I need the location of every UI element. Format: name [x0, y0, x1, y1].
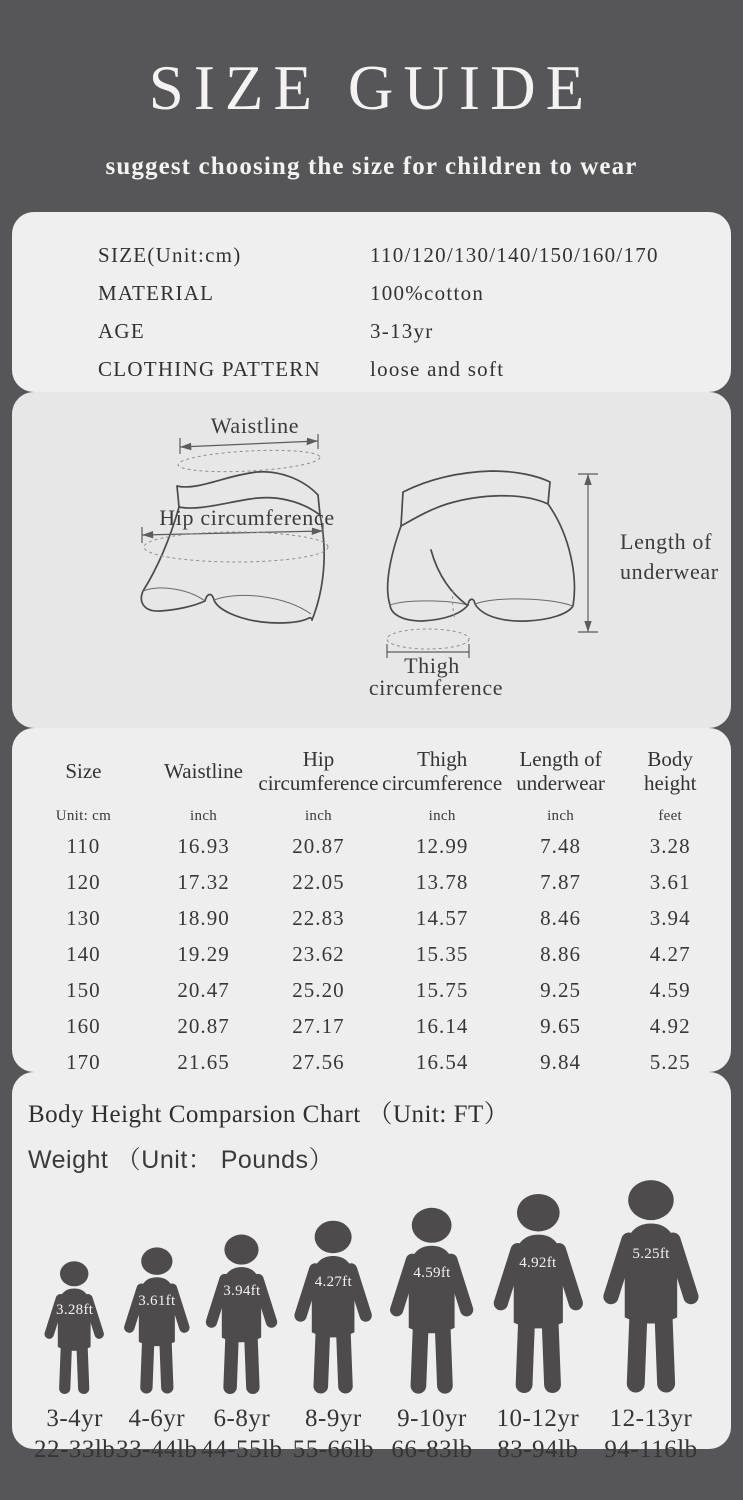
- info-row: [98, 236, 731, 274]
- shorts-front-sketch: [141, 472, 324, 623]
- table-cell: 27.56: [292, 1049, 345, 1074]
- table-cell: 20.87: [292, 833, 345, 858]
- table-cell: 16.93: [177, 833, 230, 858]
- table-cell: 18.90: [177, 905, 230, 930]
- table-cell: 17.32: [177, 869, 230, 894]
- figure-column: [198, 1233, 285, 1465]
- table-cell: 15.75: [415, 977, 469, 1002]
- figure-age-label: 4-6yr: [128, 1405, 186, 1433]
- hip-circumference-label: Hip circumference: [159, 505, 335, 531]
- table-cell: 22.83: [292, 905, 345, 930]
- table-header-cell: Thigh circumference: [382, 746, 503, 796]
- info-label: CLOTHING PATTERN: [98, 356, 321, 381]
- table-header-cell: Body height: [643, 746, 697, 796]
- figure-height-label: 4.27ft: [314, 1273, 352, 1290]
- figure-age-label: 8-9yr: [305, 1405, 362, 1433]
- info-value: loose and soft: [370, 356, 505, 381]
- figure-age-label: 3-4yr: [46, 1405, 103, 1433]
- figure-age-label: 6-8yr: [213, 1405, 271, 1433]
- size-table: [18, 728, 725, 1080]
- table-row: [18, 972, 725, 1008]
- table-cell: 8.86: [540, 941, 582, 966]
- thigh-label-line2: circumference: [368, 675, 504, 701]
- table-cell: 8.46: [540, 905, 582, 930]
- info-row: [98, 274, 731, 312]
- table-units-row: [18, 804, 725, 828]
- figure-wrap: [484, 1192, 593, 1396]
- table-cell: 21.65: [177, 1049, 230, 1074]
- info-value: 100%cotton: [370, 280, 485, 305]
- table-cell: 160: [66, 1013, 101, 1038]
- table-cell: 3.94: [649, 905, 691, 930]
- page-title: SIZE GUIDE: [148, 53, 595, 123]
- waistline-label: Waistline: [210, 413, 300, 439]
- table-cell: 16.54: [415, 1049, 469, 1074]
- figure-height-label: 4.92ft: [519, 1255, 557, 1272]
- figure-column: [484, 1192, 593, 1464]
- figure-age-label: 12-13yr: [609, 1405, 693, 1433]
- table-cell: 3.28: [649, 833, 691, 858]
- table-cell: 130: [66, 905, 101, 930]
- figure-weight-label: 33-44lb: [116, 1436, 198, 1464]
- figure-age-label: 10-12yr: [496, 1405, 580, 1433]
- table-cell: 9.84: [540, 1049, 582, 1074]
- table-cell: 20.47: [177, 977, 230, 1002]
- product-info-rows: [98, 236, 731, 388]
- figure-wrap: [593, 1178, 709, 1396]
- table-cell: 27.17: [292, 1013, 345, 1038]
- figure-wrap: [117, 1246, 197, 1396]
- figure-height-label: 4.59ft: [413, 1264, 451, 1281]
- size-table-body: [18, 828, 725, 1080]
- hip-dashed-ellipse: [144, 532, 328, 562]
- table-cell: 140: [66, 941, 101, 966]
- figure-height-label: 3.28ft: [56, 1302, 94, 1319]
- table-cell: 9.65: [540, 1013, 582, 1038]
- table-cell: 120: [66, 869, 101, 894]
- figure-age-label: 9-10yr: [397, 1405, 467, 1433]
- info-label: SIZE(Unit:cm): [98, 242, 242, 267]
- child-figure-icon: [286, 1219, 380, 1396]
- page-subtitle: suggest choosing the size for children to wear: [105, 153, 638, 181]
- table-header-cell: Waistline: [164, 758, 243, 783]
- table-cell: 14.57: [415, 905, 469, 930]
- chart-subtitle: Weight （Unit： Pounds）: [28, 1146, 334, 1175]
- table-cell: 23.62: [292, 941, 345, 966]
- info-row: [98, 312, 731, 350]
- child-figure-icon: [38, 1260, 110, 1396]
- table-row: [18, 864, 725, 900]
- table-cell: 5.25: [649, 1049, 691, 1074]
- shorts-back-sketch: [388, 471, 575, 621]
- length-label-line1: Length of: [620, 529, 713, 555]
- chart-title: Body Height Comparsion Chart （Unit: FT）: [28, 1101, 510, 1129]
- table-cell: 20.87: [177, 1013, 230, 1038]
- table-unit-cell: inch: [428, 807, 456, 824]
- table-row: [18, 1008, 725, 1044]
- thigh-label-line1: Thigh: [404, 653, 460, 679]
- thigh-dashed-ellipse: [387, 629, 469, 649]
- table-header-cell: Hip circumference: [258, 746, 379, 796]
- child-figure-icon: [198, 1233, 285, 1397]
- table-cell: 3.61: [649, 869, 691, 894]
- table-header-cell: Length of underwear: [516, 746, 605, 796]
- figure-height-label: 5.25ft: [632, 1245, 670, 1262]
- table-cell: 110: [66, 833, 101, 858]
- figure-column: [116, 1246, 197, 1464]
- table-cell: 7.48: [540, 833, 582, 858]
- figure-column: [593, 1178, 709, 1464]
- figure-wrap: [286, 1219, 380, 1396]
- underwear-measurement-diagram: [12, 392, 731, 728]
- table-cell: 150: [66, 977, 101, 1002]
- child-figure-icon: [117, 1246, 197, 1396]
- waistline-dashed-ellipse: [178, 448, 321, 475]
- product-info-card: [12, 212, 731, 392]
- table-cell: 4.59: [649, 977, 691, 1002]
- table-header-cell: Size: [65, 758, 102, 783]
- figure-height-label: 3.61ft: [138, 1292, 176, 1309]
- table-unit-cell: inch: [304, 807, 332, 824]
- table-row: [18, 828, 725, 864]
- figure-column: [381, 1206, 482, 1465]
- table-cell: 22.05: [292, 869, 345, 894]
- header: [0, 0, 743, 181]
- table-cell: 4.27: [649, 941, 691, 966]
- length-measure-arrow: [578, 474, 598, 632]
- size-table-head: [18, 728, 725, 828]
- info-value: 110/120/130/140/150/160/170: [370, 242, 659, 267]
- table-cell: 13.78: [415, 869, 469, 894]
- figure-weight-label: 55-66lb: [292, 1436, 374, 1464]
- table-cell: 9.25: [540, 977, 582, 1002]
- figure-weight-label: 83-94lb: [497, 1436, 579, 1464]
- child-figure-icon: [381, 1206, 482, 1397]
- figure-weight-label: 94-116lb: [604, 1436, 698, 1464]
- measurement-diagram-card: [12, 392, 731, 728]
- table-cell: 7.87: [540, 869, 582, 894]
- table-cell: 170: [66, 1049, 101, 1074]
- height-chart-card: [12, 1072, 731, 1464]
- table-cell: 19.29: [177, 941, 230, 966]
- figure-wrap: [381, 1206, 482, 1397]
- figure-height-label: 3.94ft: [223, 1283, 261, 1300]
- figure-weight-label: 66-83lb: [391, 1436, 473, 1464]
- info-value: 3-13yr: [370, 318, 434, 343]
- figures-row: [28, 1178, 715, 1464]
- table-cell: 4.92: [649, 1013, 691, 1038]
- child-figure-icon: [593, 1178, 709, 1396]
- table-unit-cell: inch: [190, 807, 218, 824]
- figure-weight-label: 22-33lb: [34, 1436, 116, 1464]
- length-label-line2: underwear: [620, 559, 719, 585]
- table-unit-cell: Unit: cm: [55, 807, 112, 824]
- table-unit-cell: inch: [547, 807, 575, 824]
- table-row: [18, 936, 725, 972]
- table-unit-cell: feet: [658, 807, 683, 824]
- info-label: MATERIAL: [98, 280, 215, 305]
- figure-wrap: [198, 1233, 285, 1397]
- figure-weight-label: 44-55lb: [201, 1436, 283, 1464]
- figure-wrap: [38, 1260, 110, 1396]
- table-cell: 16.14: [415, 1013, 469, 1038]
- figure-column: [286, 1219, 380, 1464]
- size-table-card: [12, 728, 731, 1072]
- table-cell: 25.20: [292, 977, 345, 1002]
- table-header-row: [18, 728, 725, 804]
- table-row: [18, 900, 725, 936]
- table-cell: 12.99: [415, 833, 469, 858]
- info-row: [98, 350, 731, 388]
- child-figure-icon: [484, 1192, 593, 1396]
- info-label: AGE: [98, 318, 145, 343]
- table-cell: 15.35: [415, 941, 469, 966]
- figure-column: [34, 1260, 115, 1464]
